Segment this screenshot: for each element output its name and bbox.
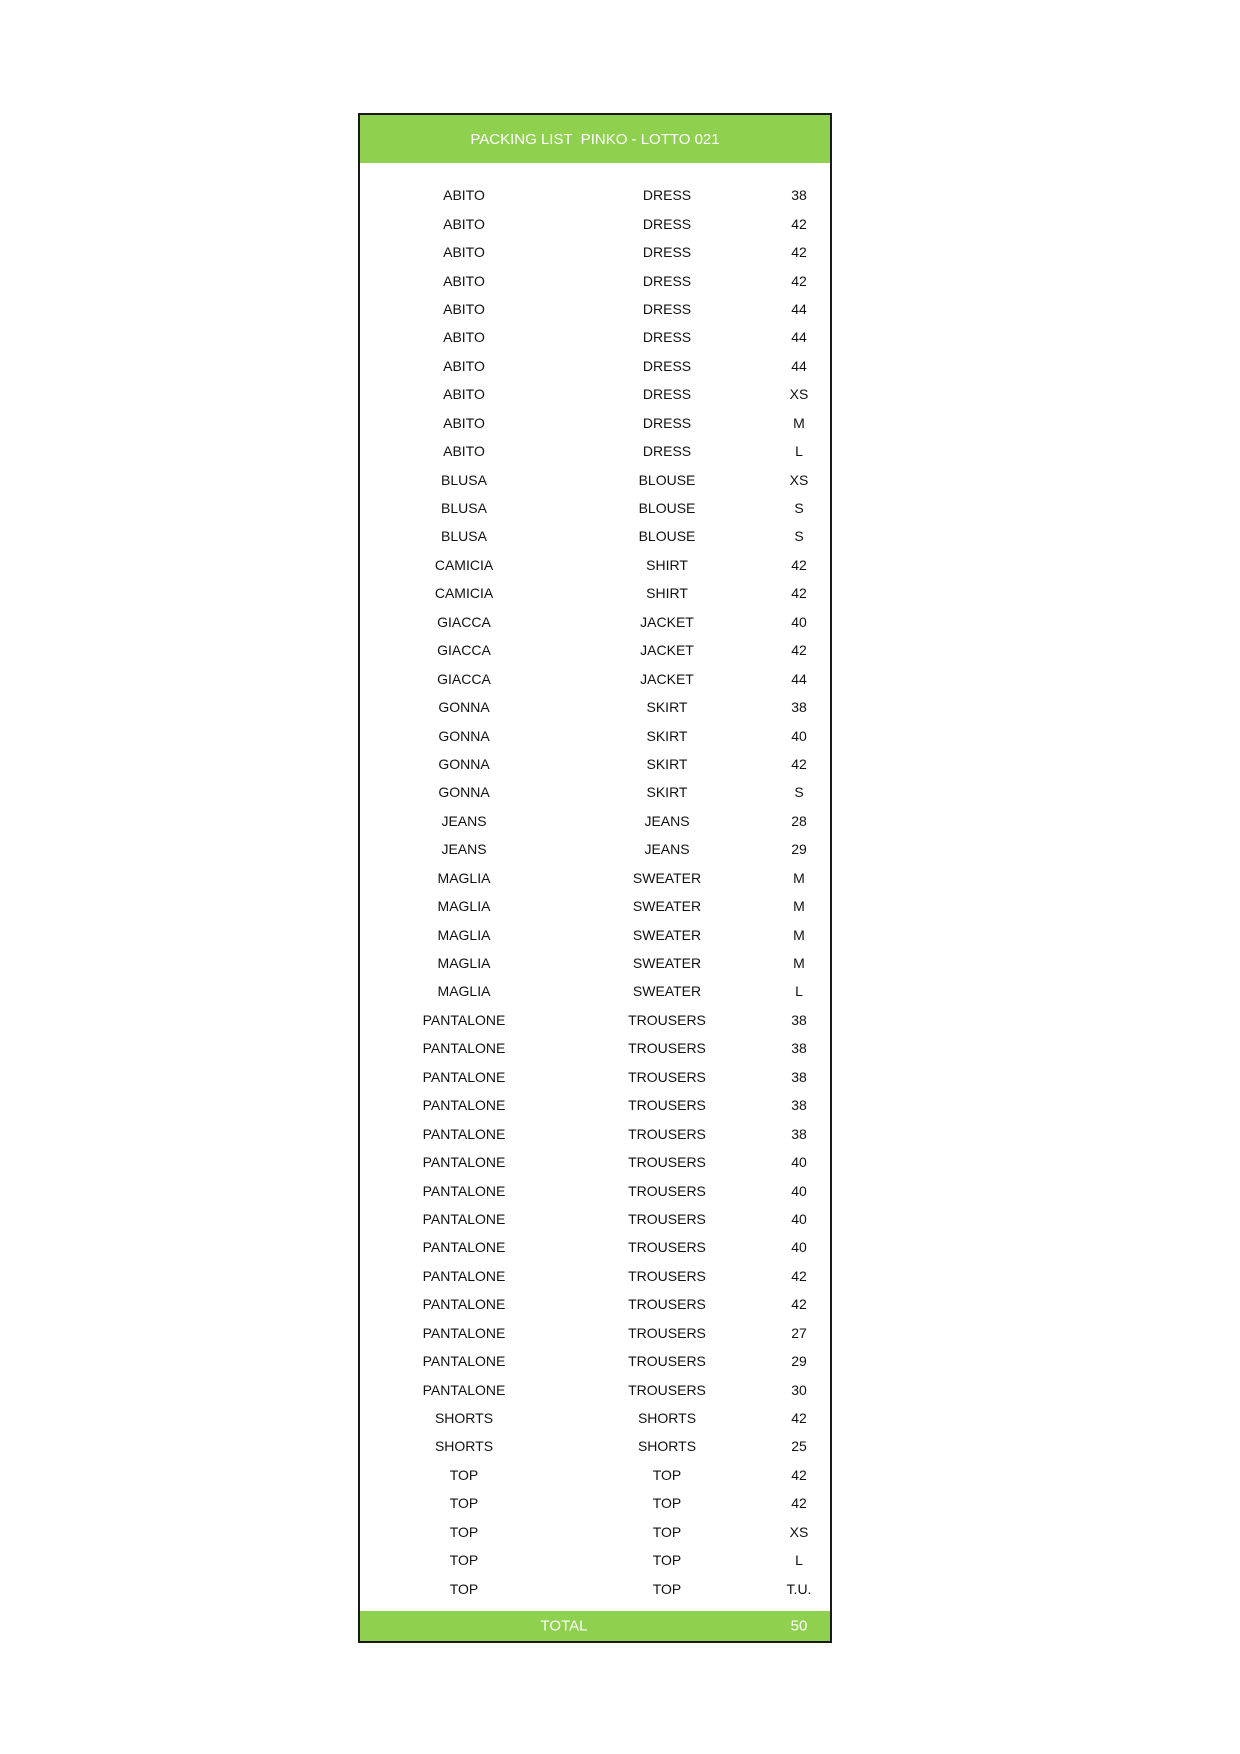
item-size: 28 [791, 812, 807, 829]
item-italian-name: PANTALONE [422, 1040, 506, 1057]
item-english-name: SWEATER [632, 926, 702, 943]
item-english-name: DRESS [642, 272, 692, 289]
item-size: 29 [791, 841, 807, 858]
table-row [360, 352, 830, 380]
table-row [360, 494, 830, 522]
item-italian-name: PANTALONE [422, 1011, 506, 1028]
table-row [360, 551, 830, 579]
item-english-name: JACKET [640, 670, 694, 687]
table-row [360, 1119, 830, 1147]
table-row [360, 1432, 830, 1460]
item-english-name: JACKET [640, 613, 694, 630]
item-size: 44 [791, 670, 807, 687]
table-row [360, 1290, 830, 1318]
item-italian-name: SHORTS [434, 1438, 494, 1455]
table-row [360, 835, 830, 863]
item-italian-name: GONNA [438, 784, 490, 801]
table-row [360, 778, 830, 806]
item-size: 40 [791, 1210, 807, 1227]
item-english-name: SHIRT [646, 556, 688, 573]
table-row [360, 266, 830, 294]
table-row [360, 1319, 830, 1347]
item-size: 42 [791, 1296, 807, 1313]
table-row [360, 465, 830, 493]
item-italian-name: PANTALONE [422, 1068, 506, 1085]
table-row [360, 409, 830, 437]
item-english-name: TROUSERS [628, 1154, 706, 1171]
item-italian-name: JEANS [441, 812, 487, 829]
table-row [360, 295, 830, 323]
item-english-name: TROUSERS [628, 1239, 706, 1256]
item-italian-name: PANTALONE [422, 1296, 506, 1313]
item-english-name: TROUSERS [628, 1040, 706, 1057]
item-size: 42 [791, 1495, 807, 1512]
item-size: L [795, 443, 803, 460]
table-row [360, 636, 830, 664]
item-english-name: TROUSERS [628, 1210, 706, 1227]
table-row [360, 209, 830, 237]
table-row [360, 1375, 830, 1403]
item-size: M [793, 414, 805, 431]
item-italian-name: ABITO [443, 215, 485, 232]
table-row [360, 664, 830, 692]
item-size: M [793, 898, 805, 915]
item-size: M [793, 869, 805, 886]
item-size: 40 [791, 1154, 807, 1171]
table-row [360, 807, 830, 835]
item-size: L [795, 983, 803, 1000]
table-row [360, 1489, 830, 1517]
item-italian-name: CAMICIA [434, 556, 494, 573]
item-italian-name: MAGLIA [437, 983, 491, 1000]
item-italian-name: TOP [449, 1495, 479, 1512]
item-italian-name: ABITO [443, 443, 485, 460]
item-size: 42 [791, 272, 807, 289]
table-row [360, 864, 830, 892]
item-rows [360, 181, 830, 1603]
item-italian-name: PANTALONE [422, 1324, 506, 1341]
item-size: 44 [791, 300, 807, 317]
table-row [360, 323, 830, 351]
item-italian-name: MAGLIA [437, 955, 491, 972]
item-english-name: SKIRT [646, 784, 688, 801]
item-italian-name: BLUSA [441, 528, 487, 545]
item-size: 42 [791, 215, 807, 232]
item-english-name: DRESS [642, 414, 692, 431]
item-size: 42 [791, 244, 807, 261]
item-size: 44 [791, 357, 807, 374]
table-row [360, 949, 830, 977]
item-size: 38 [791, 187, 807, 204]
item-italian-name: ABITO [443, 300, 485, 317]
item-size: 42 [791, 1466, 807, 1483]
table-row [360, 1518, 830, 1546]
item-english-name: SWEATER [632, 983, 702, 1000]
item-english-name: SHORTS [637, 1410, 697, 1427]
item-size: 38 [791, 1068, 807, 1085]
table-row [360, 892, 830, 920]
table-row [360, 977, 830, 1005]
item-english-name: TOP [652, 1552, 682, 1569]
item-size: S [794, 500, 804, 517]
table-row [360, 608, 830, 636]
item-english-name: SHIRT [646, 585, 688, 602]
item-english-name: DRESS [642, 357, 692, 374]
table-row [360, 1148, 830, 1176]
item-italian-name: CAMICIA [434, 585, 494, 602]
item-italian-name: GIACCA [437, 642, 491, 659]
item-size: 30 [791, 1381, 807, 1398]
item-english-name: TROUSERS [628, 1324, 706, 1341]
item-size: 38 [791, 699, 807, 716]
table-row [360, 1034, 830, 1062]
item-english-name: BLOUSE [638, 500, 696, 517]
table-row [360, 1574, 830, 1602]
item-english-name: SWEATER [632, 869, 702, 886]
table-row [360, 1461, 830, 1489]
item-size: 40 [791, 613, 807, 630]
item-english-name: TROUSERS [628, 1125, 706, 1142]
item-english-name: SWEATER [632, 898, 702, 915]
item-italian-name: TOP [449, 1466, 479, 1483]
item-size: 42 [791, 585, 807, 602]
item-italian-name: ABITO [443, 187, 485, 204]
item-english-name: DRESS [642, 187, 692, 204]
item-italian-name: GONNA [438, 755, 490, 772]
item-english-name: DRESS [642, 443, 692, 460]
item-english-name: DRESS [642, 300, 692, 317]
item-italian-name: MAGLIA [437, 898, 491, 915]
item-english-name: DRESS [642, 215, 692, 232]
total-label: TOTAL [540, 1617, 588, 1635]
table-row [360, 238, 830, 266]
item-size: T.U. [786, 1580, 812, 1597]
table-row [360, 1091, 830, 1119]
item-english-name: TOP [652, 1495, 682, 1512]
item-english-name: TOP [652, 1466, 682, 1483]
item-english-name: TROUSERS [628, 1267, 706, 1284]
table-row [360, 750, 830, 778]
item-size: XS [789, 1523, 809, 1540]
item-english-name: TROUSERS [628, 1097, 706, 1114]
table-row [360, 1176, 830, 1204]
item-italian-name: PANTALONE [422, 1125, 506, 1142]
item-size: 38 [791, 1125, 807, 1142]
table-row [360, 1262, 830, 1290]
item-size: 38 [791, 1097, 807, 1114]
item-italian-name: PANTALONE [422, 1210, 506, 1227]
item-size: XS [789, 386, 809, 403]
table-title: PACKING LIST PINKO - LOTTO 021 [360, 115, 830, 163]
table-row [360, 522, 830, 550]
table-row [360, 1233, 830, 1261]
item-italian-name: ABITO [443, 244, 485, 261]
item-english-name: DRESS [642, 244, 692, 261]
item-italian-name: ABITO [443, 329, 485, 346]
item-english-name: TROUSERS [628, 1353, 706, 1370]
item-size: S [794, 784, 804, 801]
item-italian-name: BLUSA [441, 471, 487, 488]
table-row [360, 1546, 830, 1574]
item-size: 38 [791, 1040, 807, 1057]
item-english-name: TROUSERS [628, 1381, 706, 1398]
item-italian-name: GIACCA [437, 613, 491, 630]
item-english-name: TOP [652, 1523, 682, 1540]
item-italian-name: ABITO [443, 272, 485, 289]
item-size: 40 [791, 727, 807, 744]
item-english-name: SHORTS [637, 1438, 697, 1455]
item-english-name: SWEATER [632, 955, 702, 972]
item-english-name: TOP [652, 1580, 682, 1597]
item-english-name: DRESS [642, 329, 692, 346]
item-italian-name: TOP [449, 1523, 479, 1540]
item-size: 42 [791, 556, 807, 573]
item-italian-name: ABITO [443, 357, 485, 374]
table-row [360, 1006, 830, 1034]
total-value: 50 [790, 1617, 808, 1635]
item-size: M [793, 926, 805, 943]
item-italian-name: PANTALONE [422, 1353, 506, 1370]
table-row [360, 380, 830, 408]
table-row [360, 721, 830, 749]
table-row [360, 1404, 830, 1432]
item-italian-name: GONNA [438, 727, 490, 744]
item-italian-name: MAGLIA [437, 926, 491, 943]
item-size: XS [789, 471, 809, 488]
item-english-name: TROUSERS [628, 1011, 706, 1028]
item-italian-name: PANTALONE [422, 1381, 506, 1398]
item-size: 25 [791, 1438, 807, 1455]
item-italian-name: PANTALONE [422, 1182, 506, 1199]
item-italian-name: TOP [449, 1552, 479, 1569]
item-italian-name: JEANS [441, 841, 487, 858]
item-english-name: JACKET [640, 642, 694, 659]
item-english-name: SKIRT [646, 755, 688, 772]
item-english-name: JEANS [644, 812, 690, 829]
item-italian-name: ABITO [443, 386, 485, 403]
item-size: M [793, 955, 805, 972]
item-italian-name: MAGLIA [437, 869, 491, 886]
table-row [360, 1347, 830, 1375]
item-size: 29 [791, 1353, 807, 1370]
table-row [360, 181, 830, 209]
item-size: S [794, 528, 804, 545]
item-english-name: TROUSERS [628, 1068, 706, 1085]
item-italian-name: PANTALONE [422, 1267, 506, 1284]
table-row [360, 1205, 830, 1233]
item-english-name: SKIRT [646, 727, 688, 744]
item-size: 42 [791, 755, 807, 772]
item-english-name: TROUSERS [628, 1182, 706, 1199]
packing-list-table [358, 113, 832, 1643]
item-english-name: DRESS [642, 386, 692, 403]
item-italian-name: SHORTS [434, 1410, 494, 1427]
item-italian-name: PANTALONE [422, 1097, 506, 1114]
item-size: 42 [791, 642, 807, 659]
table-row [360, 920, 830, 948]
item-italian-name: GONNA [438, 699, 490, 716]
item-italian-name: GIACCA [437, 670, 491, 687]
item-italian-name: PANTALONE [422, 1154, 506, 1171]
item-english-name: TROUSERS [628, 1296, 706, 1313]
table-row [360, 1063, 830, 1091]
item-english-name: SKIRT [646, 699, 688, 716]
item-size: 40 [791, 1182, 807, 1199]
item-size: 42 [791, 1410, 807, 1427]
item-english-name: BLOUSE [638, 471, 696, 488]
item-size: 38 [791, 1011, 807, 1028]
table-row [360, 437, 830, 465]
item-italian-name: PANTALONE [422, 1239, 506, 1256]
item-english-name: JEANS [644, 841, 690, 858]
item-size: 42 [791, 1267, 807, 1284]
total-row [360, 1611, 830, 1641]
item-english-name: BLOUSE [638, 528, 696, 545]
item-italian-name: ABITO [443, 414, 485, 431]
item-size: 44 [791, 329, 807, 346]
table-row [360, 693, 830, 721]
item-size: 40 [791, 1239, 807, 1256]
item-size: L [795, 1552, 803, 1569]
item-italian-name: TOP [449, 1580, 479, 1597]
item-size: 27 [791, 1324, 807, 1341]
item-italian-name: BLUSA [441, 500, 487, 517]
table-row [360, 579, 830, 607]
